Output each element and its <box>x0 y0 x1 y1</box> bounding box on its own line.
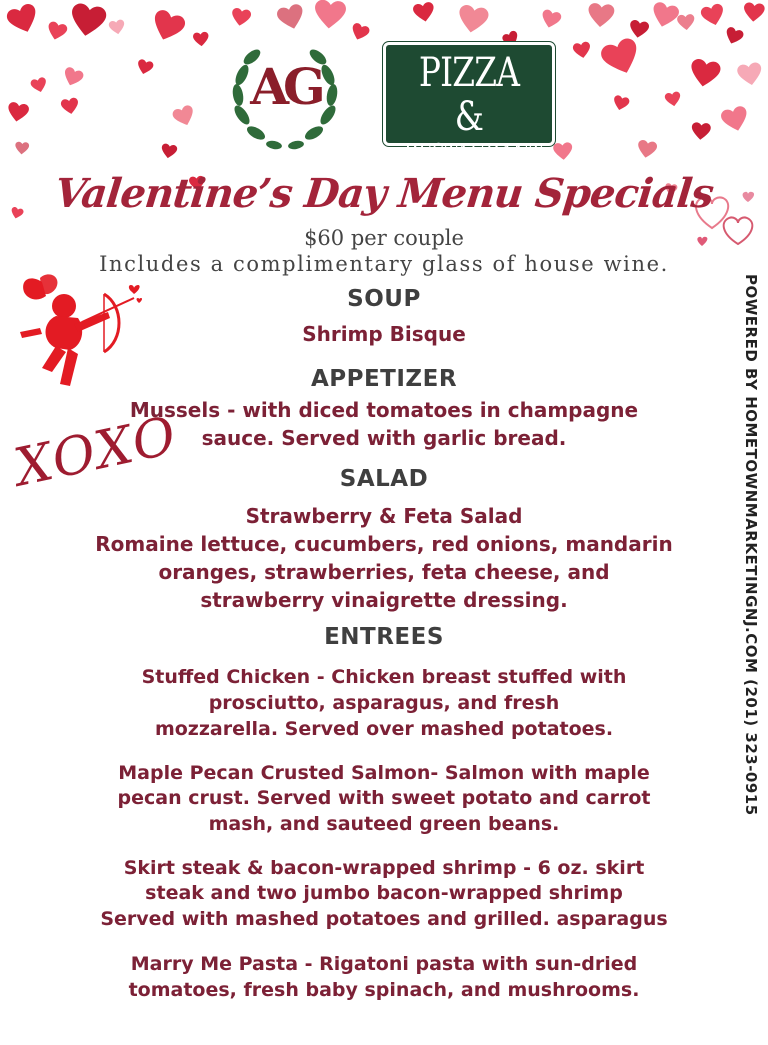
soup-item: Shrimp Bisque <box>302 322 466 346</box>
entree-line: Stuffed Chicken - Chicken breast stuffed with <box>141 666 627 688</box>
ag-monogram: AG <box>250 57 320 116</box>
heart-icon <box>570 38 593 61</box>
heart-icon <box>159 141 180 162</box>
heart-icon <box>663 89 684 110</box>
heart-icon <box>585 0 618 31</box>
heart-icon <box>310 0 349 34</box>
salad-line: Romaine lettuce, cucumbers, red onions, mandarin <box>95 532 673 556</box>
heart-icon <box>59 63 87 91</box>
heart-icon <box>4 98 32 126</box>
heart-icon <box>134 56 156 78</box>
heart-icon <box>734 58 766 90</box>
entree-line: Skirt steak & bacon-wrapped shrimp - 6 oz. skirt <box>123 857 645 879</box>
heart-icon <box>191 29 211 49</box>
entree-line: Marry Me Pasta - Rigatoni pasta with sun-dried <box>130 953 638 975</box>
heart-icon <box>145 3 191 49</box>
appetizer-heading: APPETIZER <box>310 366 458 392</box>
heart-icon <box>721 23 747 49</box>
heart-icon <box>28 74 50 96</box>
ag-logo <box>218 35 352 153</box>
entree-line: mash, and sauteed green beans. <box>208 813 560 835</box>
heart-icon <box>538 6 565 33</box>
heart-icon <box>58 94 81 117</box>
heart-icon <box>453 0 492 39</box>
heart-icon <box>13 139 30 156</box>
heart-icon <box>107 17 128 38</box>
heart-icon <box>1 0 45 41</box>
appetizer-line: sauce. Served with garlic bread. <box>201 426 567 450</box>
entrees-heading: ENTREES <box>324 624 444 650</box>
heart-icon <box>741 0 767 25</box>
soup-heading: SOUP <box>347 286 421 312</box>
entree-line: prosciutto, asparagus, and fresh <box>208 692 560 714</box>
appetizer-line: Mussels - with diced tomatoes in champagne <box>129 398 639 422</box>
menu-title: Valentine’s Day Menu Specials <box>52 170 716 217</box>
pizza-restaurant-logo <box>383 42 555 167</box>
brand-line2: RESTAURANT <box>404 139 543 167</box>
includes-text: Includes a complimentary glass of house wine. <box>99 252 669 276</box>
heart-icon <box>273 0 310 35</box>
salad-line: oranges, strawberries, feta cheese, and <box>158 560 610 584</box>
entree-line: pecan crust. Served with sweet potato and carrot <box>117 787 651 809</box>
powered-by-text: POWERED BY HOMETOWNMARKETINGNJ.COM (201) 323-0915 <box>742 274 760 816</box>
heart-icon <box>689 119 713 143</box>
heart-icon <box>675 11 697 33</box>
heart-icon <box>610 92 632 114</box>
heart-icon <box>228 4 253 29</box>
salad-line: strawberry vinaigrette dressing. <box>200 588 568 612</box>
entree-line: mozzarella. Served over mashed potatoes. <box>154 718 614 740</box>
entree-line: tomatoes, fresh baby spinach, and mushrooms. <box>128 979 640 1001</box>
entree-line: Served with mashed potatoes and grilled. asparagus <box>100 908 668 930</box>
heart-icon <box>410 0 438 26</box>
heart-icon <box>697 0 729 31</box>
entree-line: Maple Pecan Crusted Salmon- Salmon with maple <box>118 762 650 784</box>
heart-icon <box>65 0 111 43</box>
brand-line1: PIZZA & <box>418 50 520 140</box>
xoxo-text: XOXO <box>9 405 184 499</box>
heart-icon <box>169 101 200 132</box>
heart-icon <box>551 139 575 163</box>
entree-line: steak and two jumbo bacon-wrapped shrimp <box>145 882 623 904</box>
salad-heading: SALAD <box>339 466 429 492</box>
price-text: $60 per couple <box>304 226 464 250</box>
heart-icon <box>685 53 724 92</box>
heart-icon <box>717 101 754 138</box>
salad-line: Strawberry & Feta Salad <box>245 504 523 528</box>
heart-icon <box>634 136 659 161</box>
